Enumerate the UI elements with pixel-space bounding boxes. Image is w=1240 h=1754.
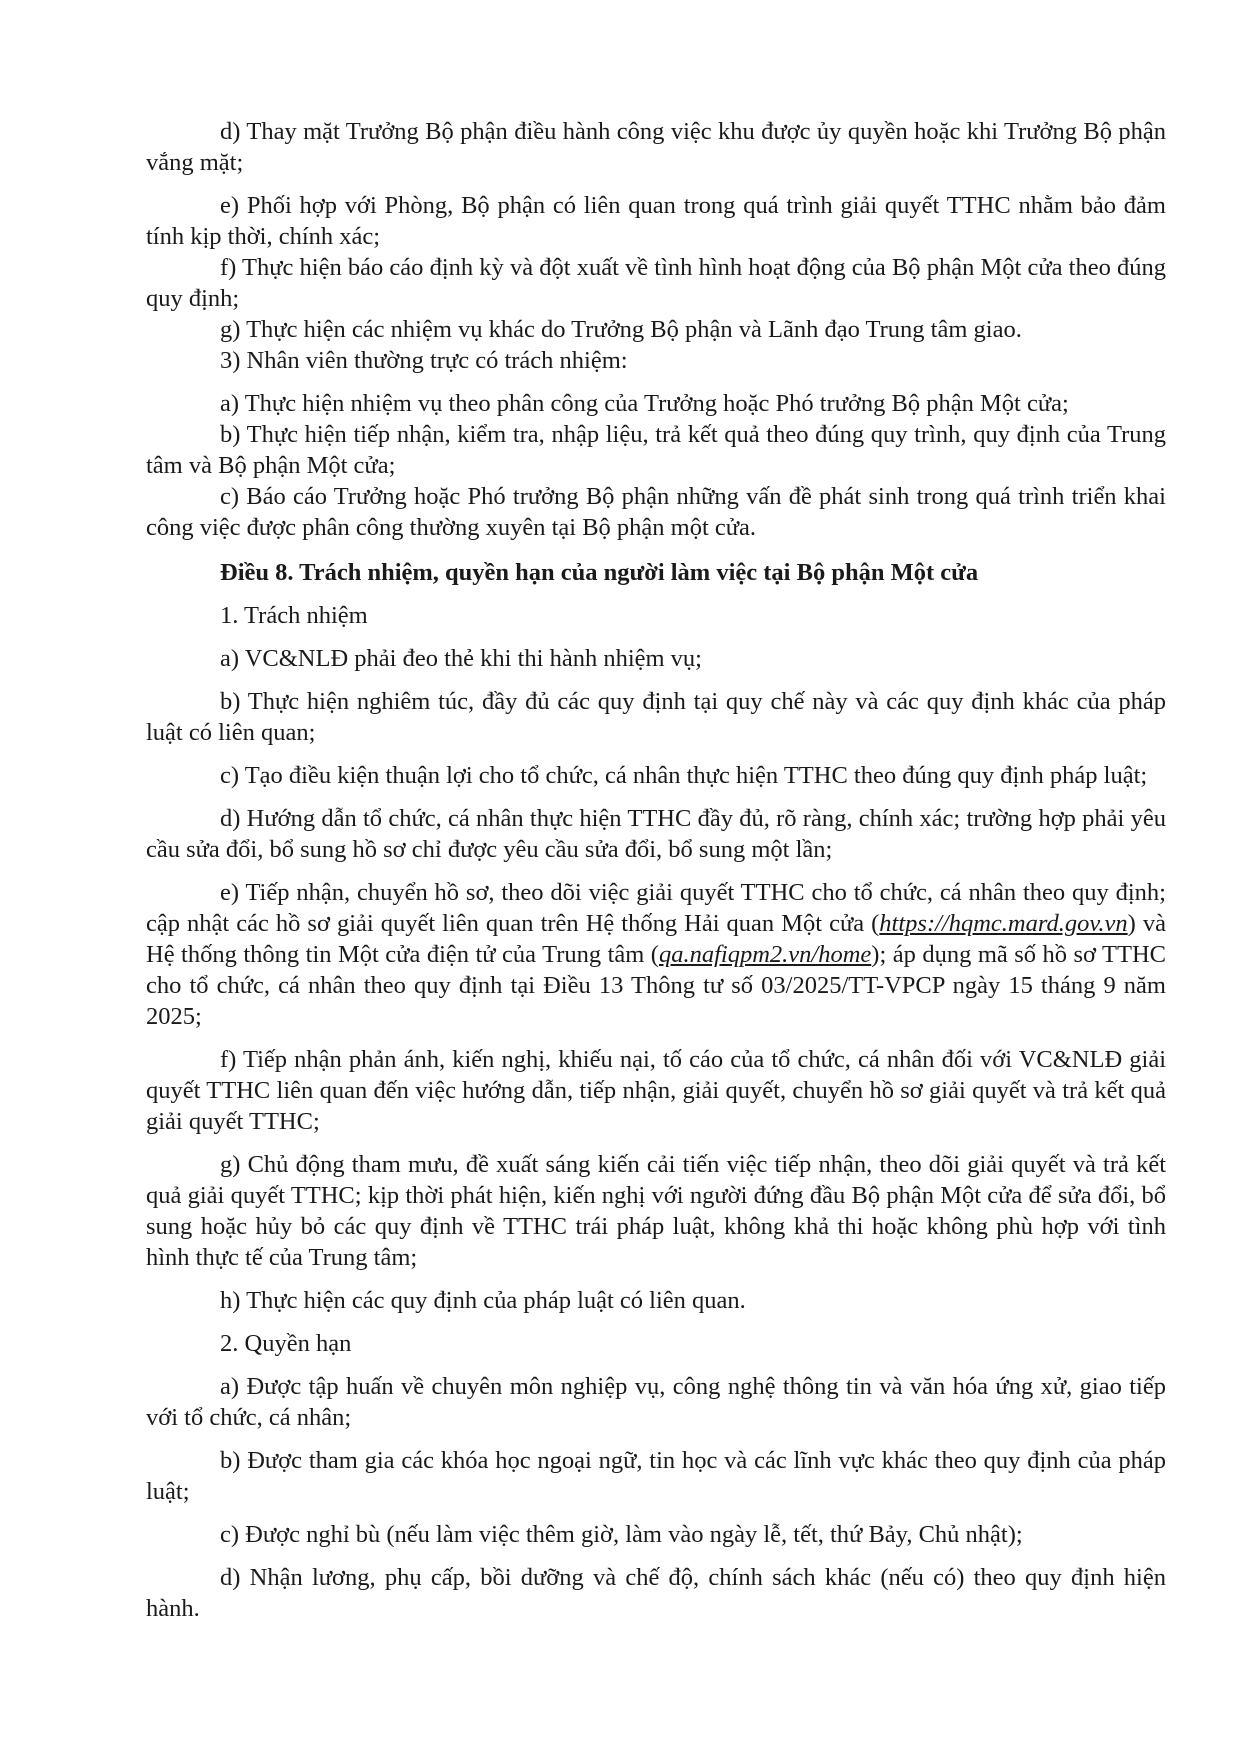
item-1e (146, 877, 1166, 1032)
item-1a: a) VC&NLĐ phải đeo thẻ khi thi hành nhiệm vụ; (220, 645, 702, 672)
item-2d: d) Nhận lương, phụ cấp, bồi dưỡng và chế độ, chính sách khác (nếu có) theo quy định hiện hành. (146, 1564, 1166, 1622)
item-2a: a) Được tập huấn về chuyên môn nghiệp vụ, công nghệ thông tin và văn hóa ứng xử, giao tiếp với tổ chức, cá nhân; (146, 1373, 1166, 1431)
hqmc-link[interactable]: https://hqmc.mard.gov.vn (879, 910, 1128, 937)
paragraph-c-report-issues: c) Báo cáo Trưởng hoặc Phó trưởng Bộ phận những vấn đề phát sinh trong quá trình triển khai công việc được phân công thường xuyên tại Bộ phận một cửa. (146, 483, 1166, 541)
document-body (146, 116, 1166, 1624)
paragraph-b-receive: b) Thực hiện tiếp nhận, kiểm tra, nhập liệu, trả kết quả theo đúng quy trình, quy định của Trung tâm và Bộ phận Một cửa; (146, 421, 1166, 479)
item-1g: g) Chủ động tham mưu, đề xuất sáng kiến cải tiến việc tiếp nhận, theo dõi giải quyết và trả kết quả giải quyết TTHC; kịp thời phát hiện, kiến nghị với người đứng đầu Bộ phận Một cửa để sửa đổi, bổ sung hoặc hủy bỏ các quy định về TTHC trái pháp luật, không khả thi hoặc không phù hợp với tình hình thực tế của Trung tâm; (146, 1151, 1166, 1271)
item-1e-text-2: ) và Hệ thống thông tin Một cửa điện tử của Trung tâm ( (146, 910, 1166, 968)
section-2-title: 2. Quyền hạn (220, 1330, 352, 1357)
paragraph-e-coordinate: e) Phối hợp với Phòng, Bộ phận có liên quan trong quá trình giải quyết TTHC nhằm bảo đảm tính kịp thời, chính xác; (146, 192, 1166, 250)
item-1c: c) Tạo điều kiện thuận lợi cho tổ chức, cá nhân thực hiện TTHC theo đúng quy định pháp luật; (220, 762, 1148, 789)
paragraph-d-deputy: d) Thay mặt Trưởng Bộ phận điều hành công việc khu được ủy quyền hoặc khi Trưởng Bộ phận vắng mặt; (146, 118, 1166, 176)
item-2c: c) Được nghỉ bù (nếu làm việc thêm giờ, làm vào ngày lễ, tết, thứ Bảy, Chủ nhật); (220, 1521, 1023, 1548)
item-1f: f) Tiếp nhận phản ánh, kiến nghị, khiếu nại, tố cáo của tổ chức, cá nhân đối với VC&NLĐ giải quyết TTHC liên quan đến việc hướng dẫn, tiếp nhận, giải quyết, chuyển hồ sơ giải quyết và trả kết quả giải quyết TTHC; (146, 1046, 1166, 1135)
paragraph-3-staff: 3) Nhân viên thường trực có trách nhiệm: (220, 347, 628, 374)
article-8-heading: Điều 8. Trách nhiệm, quyền hạn của người làm việc tại Bộ phận Một cửa (220, 559, 979, 586)
item-1b: b) Thực hiện nghiêm túc, đầy đủ các quy định tại quy chế này và các quy định khác của pháp luật có liên quan; (146, 688, 1166, 746)
item-1d: d) Hướng dẫn tổ chức, cá nhân thực hiện TTHC đầy đủ, rõ ràng, chính xác; trường hợp phải yêu cầu sửa đổi, bổ sung hồ sơ chỉ được yêu cầu sửa đổi, bổ sung một lần; (146, 805, 1166, 863)
section-1-title: 1. Trách nhiệm (220, 602, 368, 629)
item-1h: h) Thực hiện các quy định của pháp luật có liên quan. (220, 1287, 746, 1314)
item-2b: b) Được tham gia các khóa học ngoại ngữ, tin học và các lĩnh vực khác theo quy định của pháp luật; (146, 1447, 1166, 1505)
item-1e-text-1: e) Tiếp nhận, chuyển hồ sơ, theo dõi việc giải quyết TTHC cho tổ chức, cá nhân theo quy định; cập nhật các hồ sơ giải quyết liên quan trên Hệ thống Hải quan Một cửa ( (146, 879, 1166, 937)
nafiqpm2-link[interactable]: qa.nafiqpm2.vn/home (658, 941, 872, 968)
paragraph-g-other-tasks: g) Thực hiện các nhiệm vụ khác do Trưởng Bộ phận và Lãnh đạo Trung tâm giao. (220, 316, 1022, 343)
paragraph-f-report: f) Thực hiện báo cáo định kỳ và đột xuất về tình hình hoạt động của Bộ phận Một cửa theo đúng quy định; (146, 254, 1166, 312)
paragraph-a-assignment: a) Thực hiện nhiệm vụ theo phân công của Trưởng hoặc Phó trưởng Bộ phận Một cửa; (220, 390, 1069, 417)
item-1e-text-3: ); áp dụng mã số hồ sơ TTHC cho tổ chức, cá nhân theo quy định tại Điều 13 Thông tư số 03/2025/TT-VPCP ngày 15 tháng 9 năm 2025; (146, 941, 1166, 1030)
